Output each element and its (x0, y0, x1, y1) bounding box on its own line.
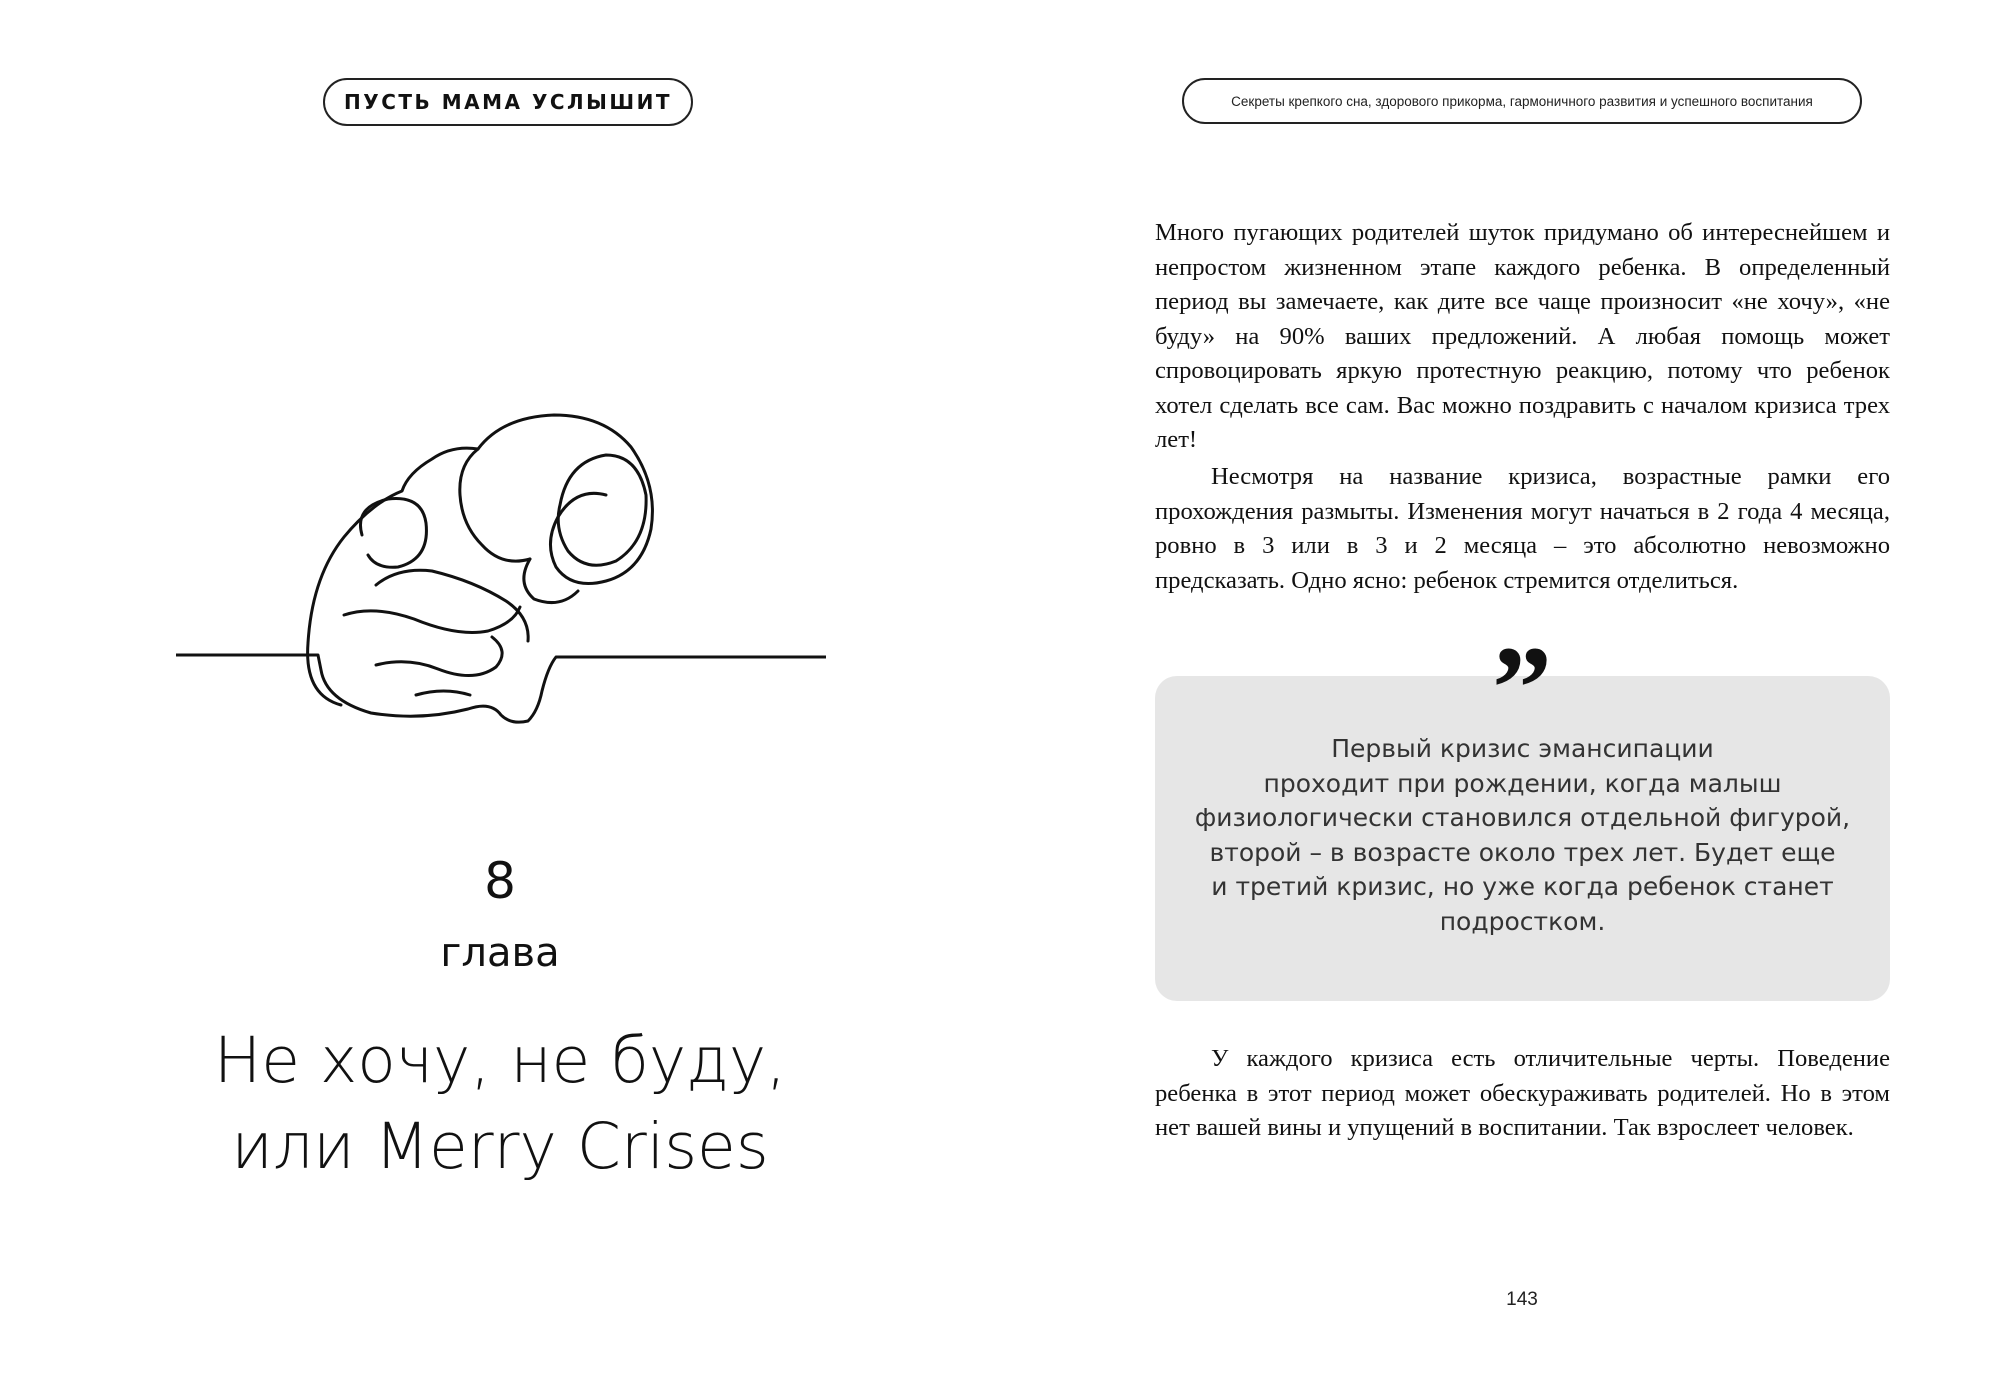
chapter-number: 8 (484, 852, 516, 910)
body-paragraph-3: У каждого кризиса есть отличительные черты. Поведение ребенка в этот период может обескураживать родителей. Но в этом нет вашей вины и упущений в воспитании. Так взрослеет человек. (1155, 1045, 1890, 1141)
chapter-label: глава (440, 930, 560, 976)
page-number: 143 (1506, 1289, 1538, 1310)
pull-quote-line: и третий кризис, но уже когда ребенок станет (1211, 872, 1834, 901)
pull-quote-line: подростком. (1439, 906, 1606, 936)
right-page (1000, 0, 2000, 1379)
chapter-title (0, 1018, 1000, 1190)
pull-quote-line: физиологически становился отдельной фигурой, (1194, 803, 1851, 832)
running-header-subtitle: Секреты крепкого сна, здорового прикорма, гармоничного развития и успешного воспитания (1182, 78, 1862, 124)
chapter-title-line-1: Не хочу, не буду, (213, 1024, 787, 1097)
pull-quote-line: Первый кризис эмансипации (1331, 734, 1714, 763)
chapter-title-line-2: или Merry Crises (231, 1110, 769, 1183)
pull-quote-text (1175, 732, 1870, 939)
running-header-book-title: ПУСТЬ МАМА УСЛЫШИТ (323, 78, 693, 126)
body-paragraph-2: Несмотря на название кризиса, возрастные рамки его прохождения размыты. Изменения могут начаться в 2 года 4 месяца, ровно в 3 или в 3 и 2 месяца – это абсолютно невозможно предсказать. Одно ясно: ребенок стремится отделиться. (1155, 463, 1890, 594)
pull-quote-line: проходит при рождении, когда малыш (1263, 768, 1782, 798)
child-line-drawing-icon (176, 395, 826, 735)
pull-quote-line: второй – в возрасте около трех лет. Будет еще (1209, 837, 1836, 867)
quote-mark-icon: ” (1492, 621, 1552, 754)
body-paragraph-1: Много пугающих родителей шуток придумано об интереснейшем и непростом жизненном этапе каждого ребенка. В определенный период вы замечаете, как дите все чаще произносит «не хочу», «не буду» на 90% ваших предложений. А любая помощь может спровоцировать яркую протестную реакцию, потому что ребенок хотел сделать все сам. Вас можно поздравить с началом кризиса трех лет! (1155, 219, 1890, 453)
